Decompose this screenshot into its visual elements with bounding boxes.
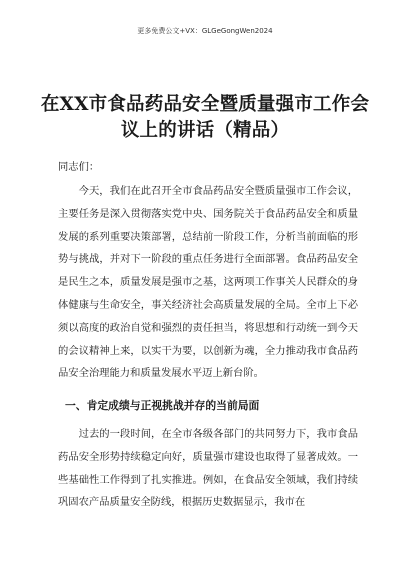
- paragraph-text: 过去的一段时间，在全市各级各部门的共同努力下，我市食品药品安全形势持续稳定向好，质量强市建设也取得了显著成效。一些基础性工作得到了扎实推进。例如，在食品安全领域，我们持续巩固农产品质量安全防线，根据历史数据显示，我市在: [58, 428, 358, 509]
- paragraph-section: [58, 423, 358, 514]
- section-heading: 一、肯定成绩与正视挑战并存的当前局面: [65, 399, 260, 412]
- greeting: 同志们：: [58, 161, 100, 173]
- document-title: 在XX市食品药品安全暨质量强市工作会议上的讲话（精品）: [40, 94, 370, 141]
- paragraph-text: 今天，我们在此召开全市食品药品安全暨质量强市工作会议，主要任务是深入贯彻落实党中央、国务院关于食品药品安全和质量发展的系列重要决策部署，总结前一阶段工作，分析当前面临的形势与挑战，并对下一阶段的重点任务进行全面部署。食品药品安全是民生之本，质量发展是强市之基，这两项工作事关人民群众的身体健康与生命安全，事关经济社会高质量发展的全局。全市上下必须以高度的政治自觉和强烈的责任担当，将思想和行动统一到今天的会议精神上来，以实干为要，以创新为魂，全力推动我市食品药品安全治理能力和质量发展水平迈上新台阶。: [58, 185, 358, 380]
- page-header: 更多免费公文+VX：GLGeGongWen2024: [137, 27, 273, 35]
- paragraph-intro: [58, 180, 358, 385]
